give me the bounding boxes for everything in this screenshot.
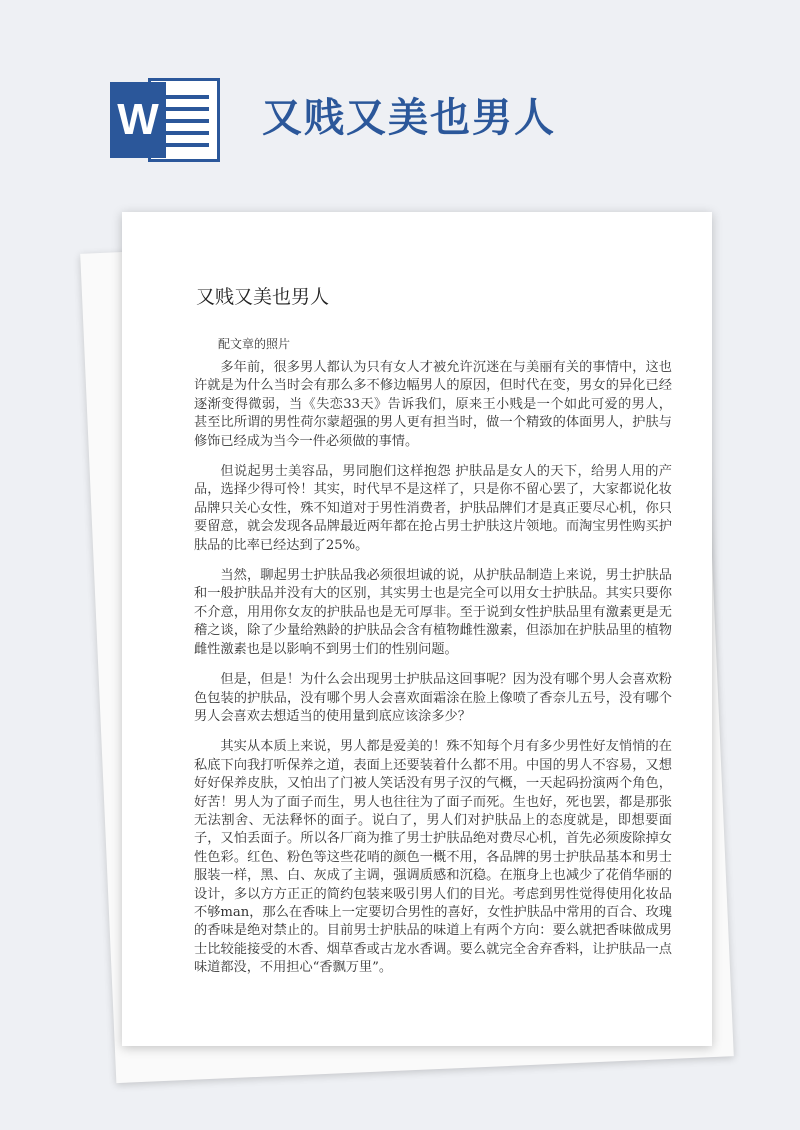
paragraph: 但是，但是！为什么会出现男士护肤品这回事呢？因为没有哪个男人会喜欢粉色包装的护肤品，没有哪个男人会喜欢面霜涂在脸上像喷了香奈儿五号，没有哪个男人会喜欢去想适当的使用量到底应该涂多少？ [194, 672, 672, 724]
paragraph: 但说起男士美容品，男同胞们这样抱怨 护肤品是女人的天下，给男人用的产品，选择少得可怜！其实，时代早不是这样了，只是你不留心罢了，大家都说化妆品牌只关心女性，殊不知道对于男性消费者，护肤品牌们才是真正要尽心机，你只要留意，就会发现各品牌最近两年都在抢占男士护肤这片领地。而淘宝男性购买护肤品的比率已经达到了25%。 [194, 464, 672, 553]
paragraph: 多年前，很多男人都认为只有女人才被允许沉迷在与美丽有关的事情中，这也许就是为什么当时会有那么多不修边幅男人的原因，但时代在变，男女的异化已经逐渐变得微弱，当《失恋33天》告诉我们，原来王小贱是一个如此可爱的男人，甚至比所谓的男性荷尔蒙超强的男人更有担当时，做一个精致的体面男人，护肤与修饰已经成为当今一件必须做的事情。 [194, 360, 672, 449]
word-document-icon [110, 74, 220, 166]
photo-caption: 配文章的照片 [218, 337, 291, 351]
document-title: 又贱又美也男人 [196, 286, 330, 308]
paragraph: 当然，聊起男士护肤品我必须很坦诚的说，从护肤品制造上来说，男士护肤品和一般护肤品并没有大的区别，其实男士也是完全可以用女士护肤品。其实只要你不介意，用用你女友的护肤品也是无可厚非。至于说到女性护肤品里有激素更是无稽之谈，除了少量给熟龄的护肤品会含有植物雌性激素，但添加在护肤品里的植物雌性激素也是以影响不到男士们的性别问题。 [194, 568, 672, 657]
document-body [194, 359, 672, 990]
banner-title: 又贱又美也男人 [262, 94, 556, 141]
header-banner [0, 0, 800, 200]
word-letter-badge: W [110, 82, 166, 158]
paragraph: 其实从本质上来说，男人都是爱美的！殊不知每个月有多少男性好友悄悄的在私底下向我打听保养之道，表面上还要装着什么都不用。中国的男人不容易，又想好好保养皮肤，又怕出了门被人笑话没有男子汉的气概，一天起码扮演两个角色，好苦！男人为了面子而生，男人也往往为了面子而死。生也好，死也罢，都是那张无法割舍、无法释怀的面子。说白了，男人们对护肤品上的态度就是，即想要面子，又怕丢面子。所以各厂商为推了男士护肤品绝对费尽心机，首先必须废除掉女性色彩。红色、粉色等这些花哨的颜色一概不用，各品牌的男士护肤品基本和男士服装一样，黑、白、灰成了主调，强调质感和沉稳。在瓶身上也减少了花俏华丽的设计，多以方方正正的简约包装来吸引男人们的目光。考虑到男性觉得使用化妆品不够man，那么在香味上一定要切合男性的喜好，女性护肤品中常用的百合、玫瑰的香味是绝对禁止的。目前男士护肤品的味道上有两个方向：要么就把香味做成男士比较能接受的木香、烟草香或古龙水香调。要么就完全舍弃香料，让护肤品一点味道都没，不用担心“香飘万里”。 [194, 739, 672, 976]
document-page [122, 212, 712, 1046]
